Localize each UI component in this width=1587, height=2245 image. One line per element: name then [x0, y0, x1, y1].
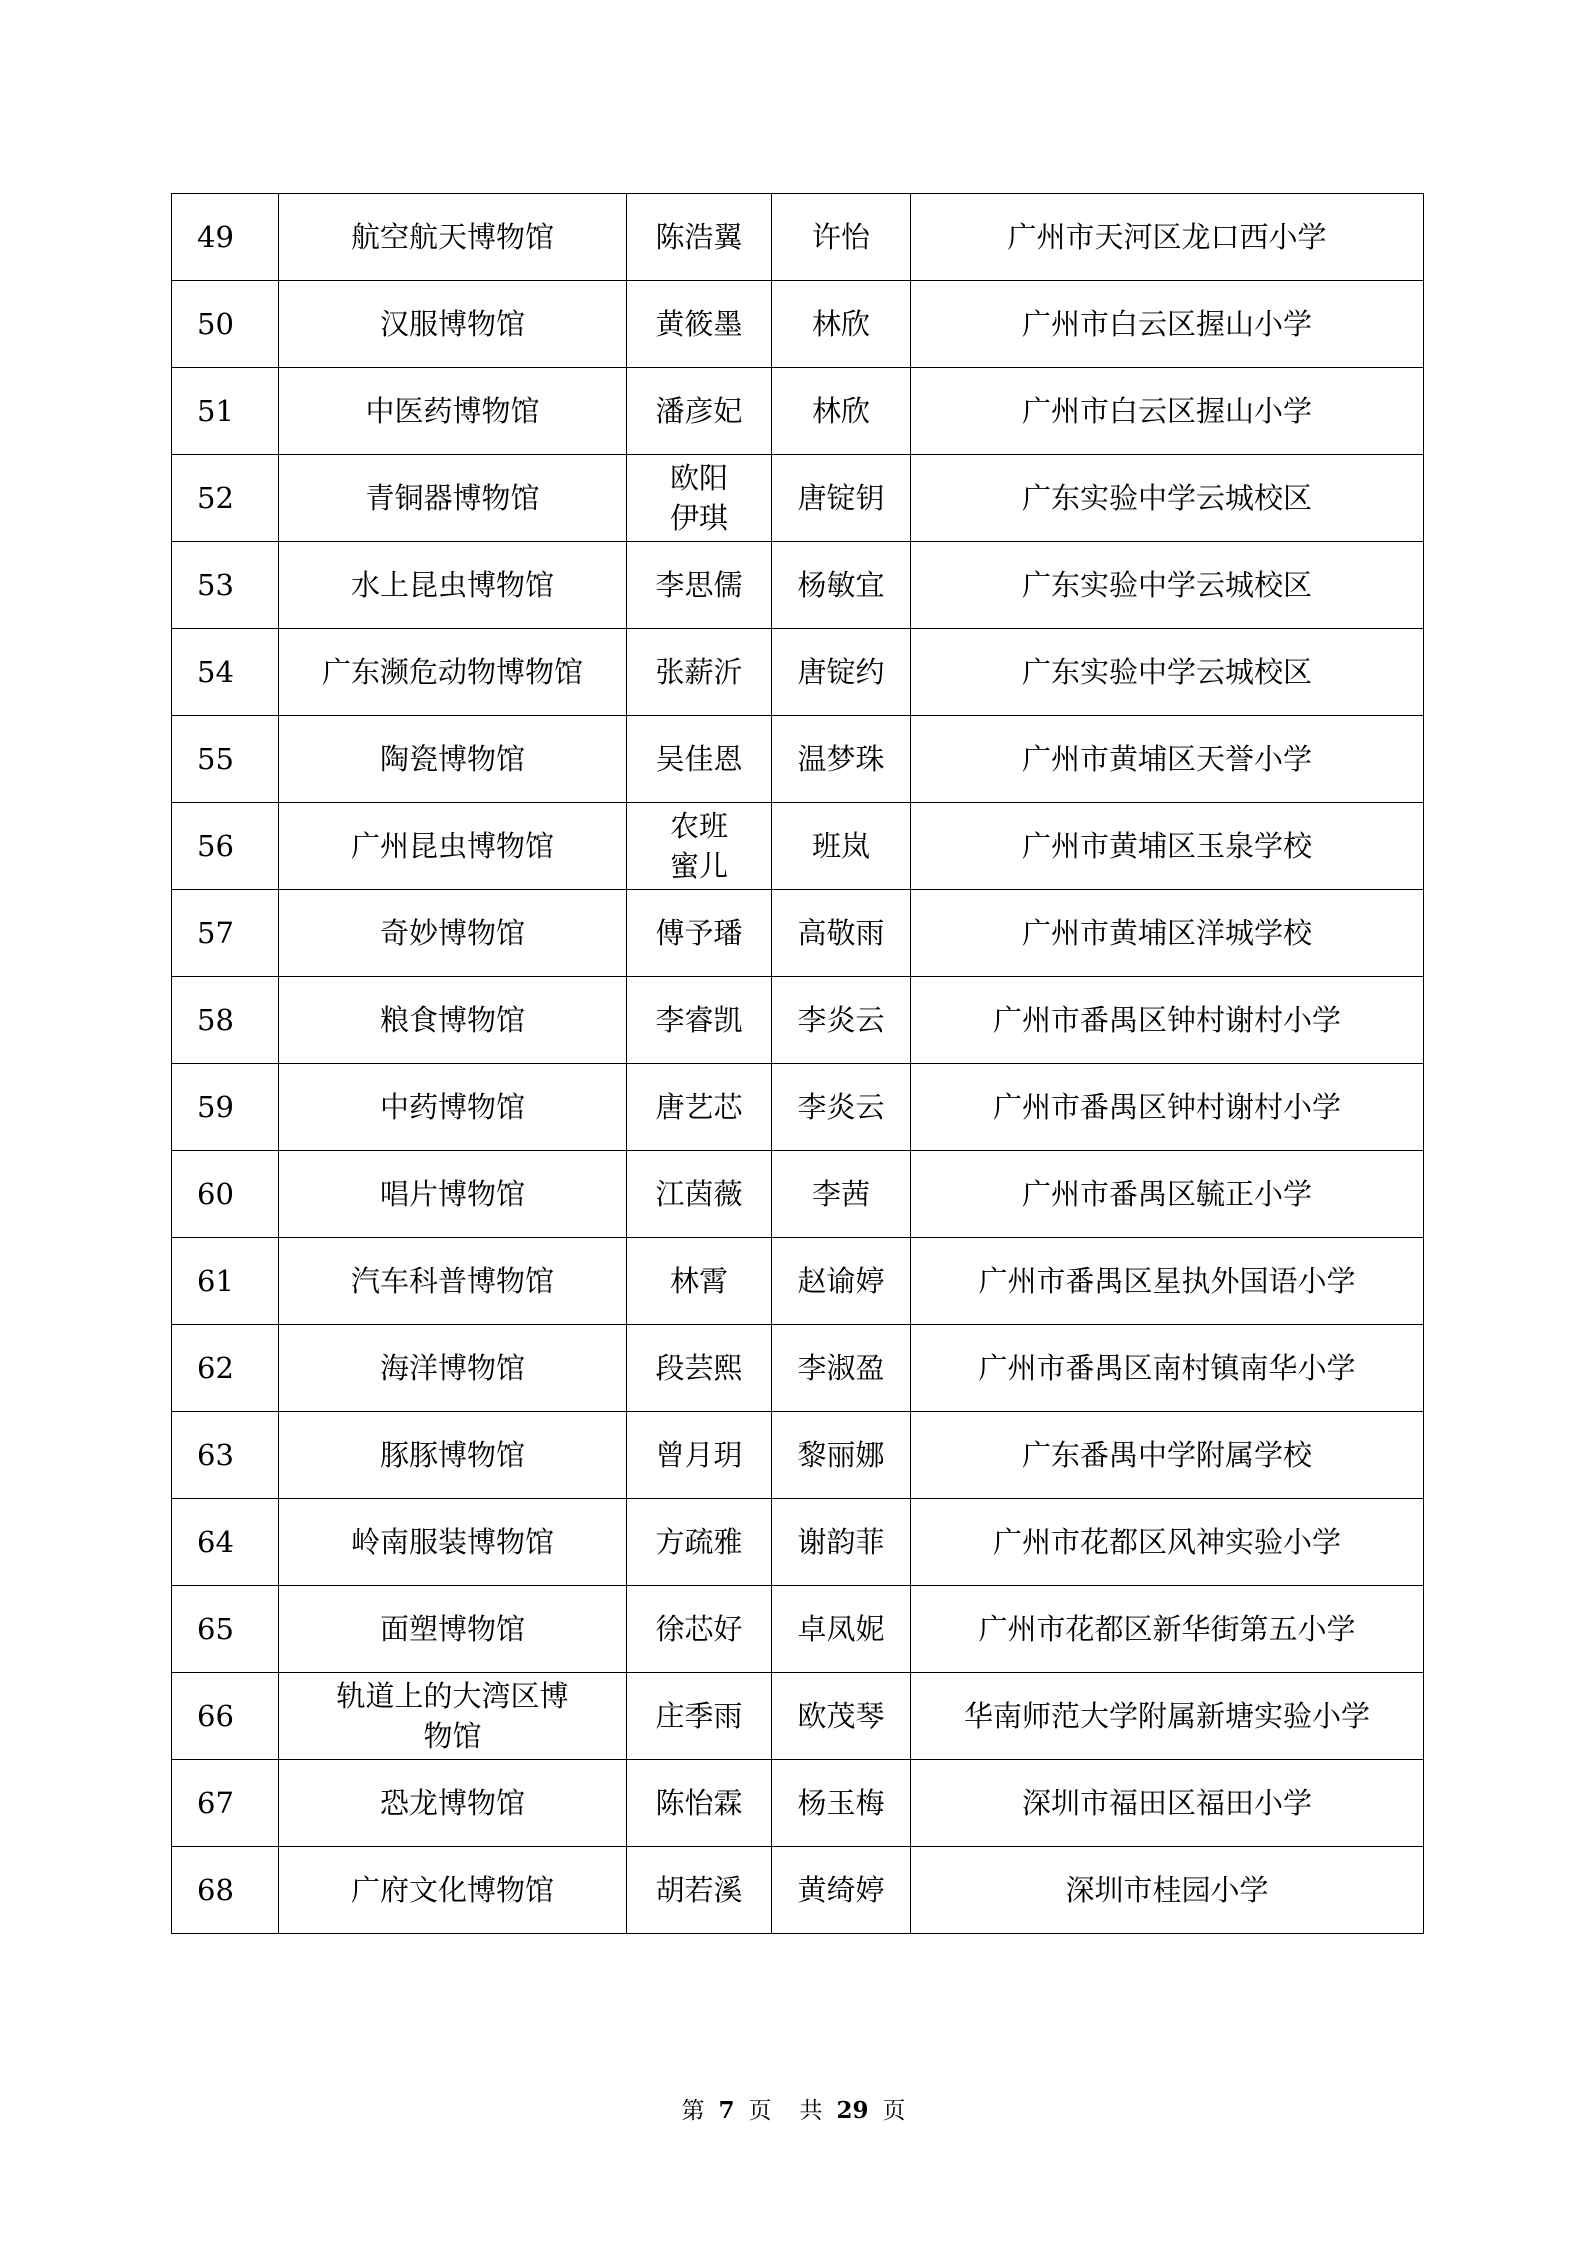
- cell-number: 55: [172, 716, 279, 803]
- table-row: [172, 1151, 1424, 1238]
- table-row: [172, 1760, 1424, 1847]
- cell-teacher: 黎丽娜: [772, 1412, 911, 1499]
- cell-museum: 豚豚博物馆: [279, 1412, 627, 1499]
- cell-museum: 唱片博物馆: [279, 1151, 627, 1238]
- table-row: [172, 368, 1424, 455]
- cell-student: 胡若溪: [627, 1847, 772, 1934]
- cell-school: 广东实验中学云城校区: [911, 629, 1424, 716]
- cell-museum: 粮食博物馆: [279, 977, 627, 1064]
- cell-museum: 中医药博物馆: [279, 368, 627, 455]
- cell-museum: 汽车科普博物馆: [279, 1238, 627, 1325]
- cell-number: 54: [172, 629, 279, 716]
- cell-school: 广州市黄埔区天誉小学: [911, 716, 1424, 803]
- cell-number: 66: [172, 1673, 279, 1760]
- cell-teacher: 李茜: [772, 1151, 911, 1238]
- table-row: [172, 1673, 1424, 1760]
- table-row: [172, 1586, 1424, 1673]
- cell-number: 63: [172, 1412, 279, 1499]
- cell-museum: 中药博物馆: [279, 1064, 627, 1151]
- cell-school: 广州市番禺区钟村谢村小学: [911, 977, 1424, 1064]
- cell-teacher: 班岚: [772, 803, 911, 890]
- cell-museum: 广州昆虫博物馆: [279, 803, 627, 890]
- cell-teacher: 欧茂琴: [772, 1673, 911, 1760]
- cell-student: 庄季雨: [627, 1673, 772, 1760]
- cell-teacher: 赵谕婷: [772, 1238, 911, 1325]
- table-row: [172, 803, 1424, 890]
- page-footer: [0, 2092, 1587, 2125]
- cell-student: 徐芯好: [627, 1586, 772, 1673]
- cell-teacher: 唐锭约: [772, 629, 911, 716]
- cell-school: 广州市番禺区星执外国语小学: [911, 1238, 1424, 1325]
- cell-school: 广州市花都区新华街第五小学: [911, 1586, 1424, 1673]
- table-row: [172, 1499, 1424, 1586]
- cell-museum: 恐龙博物馆: [279, 1760, 627, 1847]
- cell-student: 农班蜜儿: [627, 803, 772, 890]
- cell-teacher: 林欣: [772, 281, 911, 368]
- cell-school: 广州市白云区握山小学: [911, 281, 1424, 368]
- footer-total-pages: 29: [836, 2097, 869, 2124]
- cell-number: 61: [172, 1238, 279, 1325]
- cell-number: 49: [172, 194, 279, 281]
- cell-teacher: 谢韵菲: [772, 1499, 911, 1586]
- cell-teacher: 李淑盈: [772, 1325, 911, 1412]
- cell-student: 黄筱墨: [627, 281, 772, 368]
- footer-total-word: 共: [799, 2098, 823, 2124]
- cell-teacher: 唐锭钥: [772, 455, 911, 542]
- cell-student: 唐艺芯: [627, 1064, 772, 1151]
- cell-museum: 轨道上的大湾区博物馆: [279, 1673, 627, 1760]
- cell-teacher: 许怡: [772, 194, 911, 281]
- cell-student: 欧阳伊琪: [627, 455, 772, 542]
- cell-teacher: 温梦珠: [772, 716, 911, 803]
- cell-museum: 陶瓷博物馆: [279, 716, 627, 803]
- table-row: [172, 1412, 1424, 1499]
- cell-number: 50: [172, 281, 279, 368]
- cell-student: 方疏雅: [627, 1499, 772, 1586]
- award-table: [171, 193, 1424, 1934]
- cell-student: 曾月玥: [627, 1412, 772, 1499]
- cell-teacher: 杨玉梅: [772, 1760, 911, 1847]
- cell-number: 57: [172, 890, 279, 977]
- footer-page-word: 页: [748, 2098, 772, 2124]
- cell-museum: 奇妙博物馆: [279, 890, 627, 977]
- table-row: [172, 281, 1424, 368]
- cell-number: 53: [172, 542, 279, 629]
- cell-museum: 面塑博物馆: [279, 1586, 627, 1673]
- cell-school: 广东番禺中学附属学校: [911, 1412, 1424, 1499]
- cell-school: 广东实验中学云城校区: [911, 455, 1424, 542]
- cell-museum: 岭南服装博物馆: [279, 1499, 627, 1586]
- cell-school: 广东实验中学云城校区: [911, 542, 1424, 629]
- cell-teacher: 林欣: [772, 368, 911, 455]
- cell-student: 李思儒: [627, 542, 772, 629]
- table-row: [172, 1847, 1424, 1934]
- cell-student: 张薪沂: [627, 629, 772, 716]
- table-row: [172, 629, 1424, 716]
- cell-student: 李睿凯: [627, 977, 772, 1064]
- cell-number: 65: [172, 1586, 279, 1673]
- cell-student: 陈浩翼: [627, 194, 772, 281]
- table-row: [172, 977, 1424, 1064]
- cell-student: 江茵薇: [627, 1151, 772, 1238]
- cell-school: 华南师范大学附属新塘实验小学: [911, 1673, 1424, 1760]
- cell-school: 广州市番禺区钟村谢村小学: [911, 1064, 1424, 1151]
- cell-student: 吴佳恩: [627, 716, 772, 803]
- cell-school: 深圳市桂园小学: [911, 1847, 1424, 1934]
- footer-suffix: 页: [882, 2098, 906, 2124]
- cell-student: 潘彦妃: [627, 368, 772, 455]
- table-body: [172, 194, 1424, 1934]
- cell-number: 56: [172, 803, 279, 890]
- table-row: [172, 194, 1424, 281]
- cell-school: 广州市白云区握山小学: [911, 368, 1424, 455]
- cell-museum: 青铜器博物馆: [279, 455, 627, 542]
- cell-student: 陈怡霖: [627, 1760, 772, 1847]
- cell-teacher: 李炎云: [772, 977, 911, 1064]
- cell-school: 广州市花都区风神实验小学: [911, 1499, 1424, 1586]
- cell-number: 58: [172, 977, 279, 1064]
- cell-school: 广州市番禺区南村镇南华小学: [911, 1325, 1424, 1412]
- cell-student: 林霄: [627, 1238, 772, 1325]
- cell-number: 67: [172, 1760, 279, 1847]
- cell-museum: 汉服博物馆: [279, 281, 627, 368]
- table-row: [172, 1325, 1424, 1412]
- cell-student: 傅予璠: [627, 890, 772, 977]
- cell-number: 51: [172, 368, 279, 455]
- cell-number: 59: [172, 1064, 279, 1151]
- cell-number: 62: [172, 1325, 279, 1412]
- cell-museum: 水上昆虫博物馆: [279, 542, 627, 629]
- cell-museum: 广东濒危动物博物馆: [279, 629, 627, 716]
- cell-school: 广州市番禺区毓正小学: [911, 1151, 1424, 1238]
- footer-prefix: 第: [681, 2098, 705, 2124]
- table-row: [172, 455, 1424, 542]
- table-row: [172, 1238, 1424, 1325]
- cell-teacher: 李炎云: [772, 1064, 911, 1151]
- cell-teacher: 高敬雨: [772, 890, 911, 977]
- table-row: [172, 890, 1424, 977]
- footer-current-page: 7: [718, 2097, 735, 2124]
- table-row: [172, 716, 1424, 803]
- cell-number: 52: [172, 455, 279, 542]
- cell-school: 深圳市福田区福田小学: [911, 1760, 1424, 1847]
- cell-school: 广州市黄埔区玉泉学校: [911, 803, 1424, 890]
- cell-teacher: 卓凤妮: [772, 1586, 911, 1673]
- cell-number: 64: [172, 1499, 279, 1586]
- cell-museum: 海洋博物馆: [279, 1325, 627, 1412]
- cell-student: 段芸熙: [627, 1325, 772, 1412]
- cell-number: 60: [172, 1151, 279, 1238]
- cell-number: 68: [172, 1847, 279, 1934]
- table-row: [172, 542, 1424, 629]
- cell-museum: 航空航天博物馆: [279, 194, 627, 281]
- cell-museum: 广府文化博物馆: [279, 1847, 627, 1934]
- table-row: [172, 1064, 1424, 1151]
- cell-school: 广州市天河区龙口西小学: [911, 194, 1424, 281]
- cell-school: 广州市黄埔区洋城学校: [911, 890, 1424, 977]
- cell-teacher: 杨敏宜: [772, 542, 911, 629]
- cell-teacher: 黄绮婷: [772, 1847, 911, 1934]
